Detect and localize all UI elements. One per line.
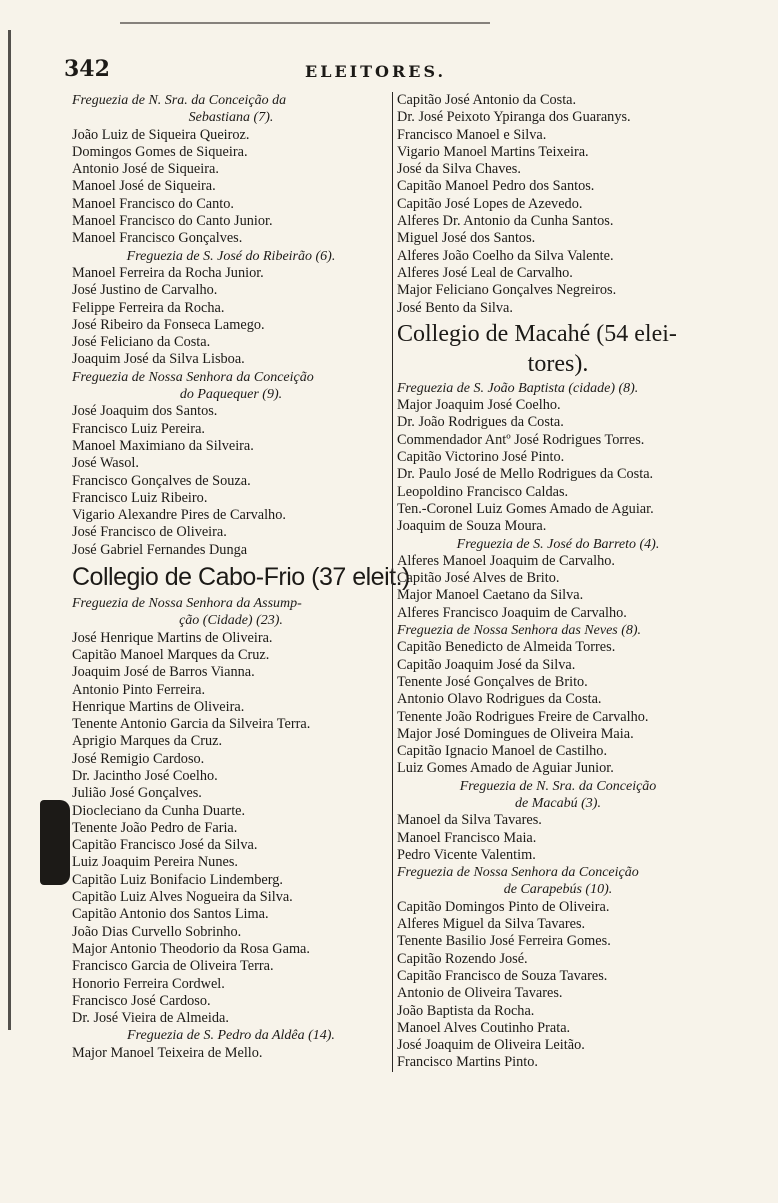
elector-name: José Henrique Martins de Oliveira. [72,629,273,646]
parish-heading: Freguezia de S. Pedro da Aldêa (14). [127,1028,335,1044]
elector-name: Manoel Alves Coutinho Prata. [397,1019,571,1036]
college-heading: Collegio de Cabo-Frio (37 eleit.) [72,563,410,592]
parish-heading: do Paquequer (9). [179,387,283,403]
elector-name: Francisco Gonçalves de Souza. [72,472,251,489]
elector-name: Tenente João Pedro de Faria. [72,819,238,836]
parish-heading: Freguezia de N. Sra. da Conceição [459,778,657,794]
elector-name: Manoel da Silva Tavares. [397,812,542,829]
elector-name: José Gabriel Fernandes Dunga [72,541,248,558]
elector-name: Francisco Martins Pinto. [397,1054,538,1071]
elector-name: Dr. Paulo José de Mello Rodrigues da Costa. [397,466,654,483]
elector-name: Luiz Gomes Amado de Aguiar Junior. [397,760,614,777]
elector-name: Alferes Dr. Antonio da Cunha Santos. [397,213,614,230]
elector-name: José Remigio Cardoso. [72,750,205,767]
elector-name: Major Manoel Caetano da Silva. [397,587,584,604]
elector-name: Felippe Ferreira da Rocha. [72,299,225,316]
elector-name: José Wasol. [72,455,139,472]
elector-name: Manoel José de Siqueira. [72,178,216,195]
elector-name: Henrique Martins de Oliveira. [72,698,245,715]
elector-name: Francisco José Cardoso. [72,992,211,1009]
elector-name: Manoel Maximiano da Silveira. [72,437,254,454]
elector-name: Antonio José de Siqueira. [72,161,219,178]
parish-heading: ção (Cidade) (23). [179,613,283,629]
elector-name: Alferes Manoel Joaquim de Carvalho. [397,552,615,569]
parish-heading: Freguezia de S. João Baptista (cidade) (8). [397,380,639,396]
elector-name: José Joaquim de Oliveira Leitão. [397,1037,585,1054]
elector-name: Major Manoel Teixeira de Mello. [72,1044,263,1061]
college-heading: Collegio de Macahé (54 elei- [397,320,677,347]
elector-name: Capitão Joaquim José da Silva. [397,656,576,673]
elector-name: Francisco Luiz Pereira. [72,420,205,437]
elector-name: Major Antonio Theodorio da Rosa Gama. [72,940,310,957]
elector-name: Antonio Pinto Ferreira. [72,681,206,698]
parish-heading: Freguezia de Nossa Senhora das Neves (8). [397,623,642,639]
parish-heading: Freguezia de S. José do Ribeirão (6). [126,248,336,264]
parish-heading: Freguezia de N. Sra. da Conceição da [72,93,287,108]
elector-name: José Joaquim dos Santos. [72,403,218,420]
elector-name: Tenente Antonio Garcia da Silveira Terra. [72,716,311,733]
elector-name: Capitão Francisco José da Silva. [72,837,258,854]
elector-name: Domingos Gomes de Siqueira. [72,143,248,160]
running-head: ELEITORES. [305,62,447,81]
elector-name: Diocleciano da Cunha Duarte. [72,802,246,819]
elector-name: Manoel Francisco do Canto. [72,195,234,212]
elector-name: Tenente José Gonçalves de Brito. [397,673,588,690]
elector-name: Joaquim de Souza Moura. [397,518,547,535]
parish-heading: de Macabú (3). [515,795,601,811]
elector-name: Antonio de Oliveira Tavares. [397,985,563,1002]
elector-name: Tenente Basilio José Ferreira Gomes. [397,933,611,950]
elector-name: Major Joaquim José Coelho. [397,397,561,414]
elector-name: Capitão Victorino José Pinto. [397,449,565,466]
elector-name: Pedro Vicente Valentim. [397,846,536,863]
elector-name: Antonio Olavo Rodrigues da Costa. [397,691,602,708]
elector-name: Capitão Ignacio Manoel de Castilho. [397,743,608,760]
elector-name: Dr. Jacintho José Coelho. [72,767,218,784]
elector-name: José Justino de Carvalho. [72,282,218,299]
elector-name: Capitão Antonio dos Santos Lima. [72,906,269,923]
elector-name: Capitão Francisco de Souza Tavares. [397,967,608,984]
page-number: 342 [64,56,110,82]
elector-name: Joaquim José de Barros Vianna. [72,664,255,681]
top-rule [120,22,490,24]
elector-name: Vigario Alexandre Pires de Carvalho. [72,507,286,524]
elector-name: João Luiz de Siqueira Queiroz. [72,126,250,143]
parish-heading: de Carapebús (10). [503,882,613,898]
elector-name: Manoel Francisco do Canto Junior. [72,213,273,230]
elector-name: Manoel Francisco Gonçalves. [72,230,243,247]
elector-name: José Francisco de Oliveira. [72,524,227,541]
elector-name: Dr. José Vieira de Almeida. [72,1010,229,1027]
parish-heading: Freguezia de Nossa Senhora da Conceição [397,865,639,881]
parish-heading: Freguezia de S. José do Barreto (4). [456,536,660,552]
elector-name: Capitão Luiz Alves Nogueira da Silva. [72,889,293,906]
elector-name: José da Silva Chaves. [397,161,521,178]
elector-name: Capitão José Alves de Brito. [397,570,560,587]
elector-name: Tenente João Rodrigues Freire de Carvalho. [397,708,649,725]
elector-name: Alferes José Leal de Carvalho. [397,264,573,281]
elector-name: Manoel Francisco Maia. [397,829,537,846]
elector-name: Alferes João Coelho da Silva Valente. [397,247,614,264]
elector-name: Ten.-Coronel Luiz Gomes Amado de Aguiar. [397,500,654,517]
elector-name: Capitão Domingos Pinto de Oliveira. [397,898,610,915]
elector-name: Capitão Luiz Bonifacio Lindemberg. [72,871,283,888]
binding-edge [8,30,11,1030]
elector-name: Alferes Francisco Joaquim de Carvalho. [397,604,627,621]
elector-name: Capitão Benedicto de Almeida Torres. [397,639,616,656]
elector-name: Julião José Gonçalves. [72,785,202,802]
elector-name: Francisco Garcia de Oliveira Terra. [72,958,274,975]
right-column [392,92,719,1072]
elector-name: Francisco Manoel e Silva. [397,126,547,143]
elector-name: José Ribeiro da Fonseca Lamego. [72,316,265,333]
elector-name: Luiz Joaquim Pereira Nunes. [72,854,238,871]
elector-name: Vigario Manoel Martins Teixeira. [397,143,589,160]
elector-name: Joaquim José da Silva Lisboa. [72,351,245,368]
elector-name: Capitão José Antonio da Costa. [397,92,577,108]
elector-name: Francisco Luiz Ribeiro. [72,489,208,506]
elector-name: Dr. José Peixoto Ypiranga dos Guaranys. [397,109,631,126]
elector-name: José Bento da Silva. [397,299,513,316]
elector-name: Capitão Manoel Marques da Cruz. [72,646,270,663]
elector-name: Aprigio Marques da Cruz. [72,733,223,750]
elector-name: Capitão Manoel Pedro dos Santos. [397,178,595,195]
elector-name: Manoel Ferreira da Rocha Junior. [72,264,264,281]
elector-name: Dr. João Rodrigues da Costa. [397,414,564,431]
elector-name: Leopoldino Francisco Caldas. [397,483,569,500]
parish-heading: Freguezia de Nossa Senhora da Assump- [72,596,302,612]
elector-name: Major Feliciano Gonçalves Negreiros. [397,282,617,299]
elector-name: Alferes Miguel da Silva Tavares. [397,916,586,933]
left-column [72,92,410,1062]
elector-name: Capitão Rozendo José. [397,950,528,967]
elector-name: João Baptista da Rocha. [397,1002,535,1019]
elector-name: Capitão José Lopes de Azevedo. [397,195,583,212]
ink-blot [40,800,70,885]
elector-name: José Feliciano da Costa. [72,334,211,351]
elector-name: Major José Domingues de Oliveira Maia. [397,725,634,742]
college-heading-continued: tores). [527,350,589,377]
parish-heading: Freguezia de Nossa Senhora da Conceição [72,369,314,385]
parish-heading: Sebastiana (7). [188,110,274,126]
elector-name: Commendador Antº José Rodrigues Torres. [397,431,645,448]
elector-name: João Dias Curvello Sobrinho. [72,923,242,940]
elector-name: Honorio Ferreira Cordwel. [72,975,225,992]
elector-name: Miguel José dos Santos. [397,230,536,247]
